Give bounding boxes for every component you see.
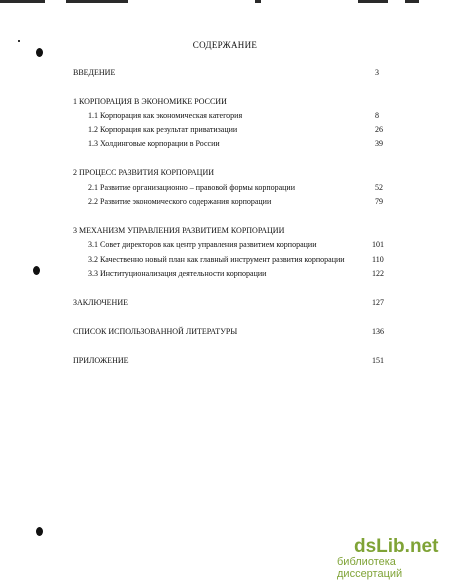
toc-entry-3-1: 3.1 Совет директоров как центр управления развитием корпорации: [88, 240, 317, 249]
toc-page-conclusion: 127: [372, 298, 384, 307]
toc-entry-references: СПИСОК ИСПОЛЬЗОВАННОЙ ЛИТЕРАТУРЫ: [73, 327, 238, 336]
toc-page-1-1: 8: [375, 111, 379, 120]
scan-top-edge: [0, 0, 450, 4]
watermark-subtitle: библиотека диссертаций: [337, 556, 403, 580]
toc-page-3-3: 122: [372, 269, 384, 278]
toc-page-references: 136: [372, 327, 384, 336]
toc-page-intro: 3: [375, 68, 379, 77]
watermark-logo-main: dsLib: [354, 536, 405, 557]
toc-entry-1-1: 1.1 Корпорация как экономическая категория: [88, 111, 243, 120]
toc-entry-3-2: 3.2 Качественно новый план как главный инструмент развития корпорации: [88, 255, 345, 264]
punch-hole-mark: [36, 527, 43, 536]
toc-entry-3-3: 3.3 Институционализация деятельности корпорации: [88, 269, 267, 278]
toc-entry-1-3: 1.3 Холдинговые корпорации в России: [88, 139, 220, 148]
watermark-logo: [354, 536, 438, 558]
toc-entry-conclusion: ЗАКЛЮЧЕНИЕ: [73, 298, 128, 307]
toc-page-3-2: 110: [372, 255, 384, 264]
toc-page-3-1: 101: [372, 240, 384, 249]
toc-page-appendix: 151: [372, 356, 384, 365]
toc-entry-2-1: 2.1 Развитие организационно – правовой формы корпорации: [88, 183, 295, 192]
toc-chapter-3: 3 МЕХАНИЗМ УПРАВЛЕНИЯ РАЗВИТИЕМ КОРПОРАЦИИ: [73, 226, 285, 235]
toc-chapter-1: 1 КОРПОРАЦИЯ В ЭКОНОМИКЕ РОССИИ: [73, 97, 227, 106]
punch-hole-mark: [33, 266, 40, 275]
toc-entry-intro: ВВЕДЕНИЕ: [73, 68, 116, 77]
page-title: СОДЕРЖАНИЕ: [192, 40, 258, 50]
toc-entry-2-2: 2.2 Развитие экономического содержания корпорации: [88, 197, 272, 206]
toc-page-1-2: 26: [375, 125, 383, 134]
toc-page-2-2: 79: [375, 197, 383, 206]
toc-page-1-3: 39: [375, 139, 383, 148]
toc-entry-1-2: 1.2 Корпорация как результат приватизации: [88, 125, 238, 134]
watermark-logo-tld: .net: [404, 536, 439, 557]
toc-page-2-1: 52: [375, 183, 383, 192]
toc-entry-appendix: ПРИЛОЖЕНИЕ: [73, 356, 129, 365]
toc-chapter-2: 2 ПРОЦЕСС РАЗВИТИЯ КОРПОРАЦИИ: [73, 168, 215, 177]
